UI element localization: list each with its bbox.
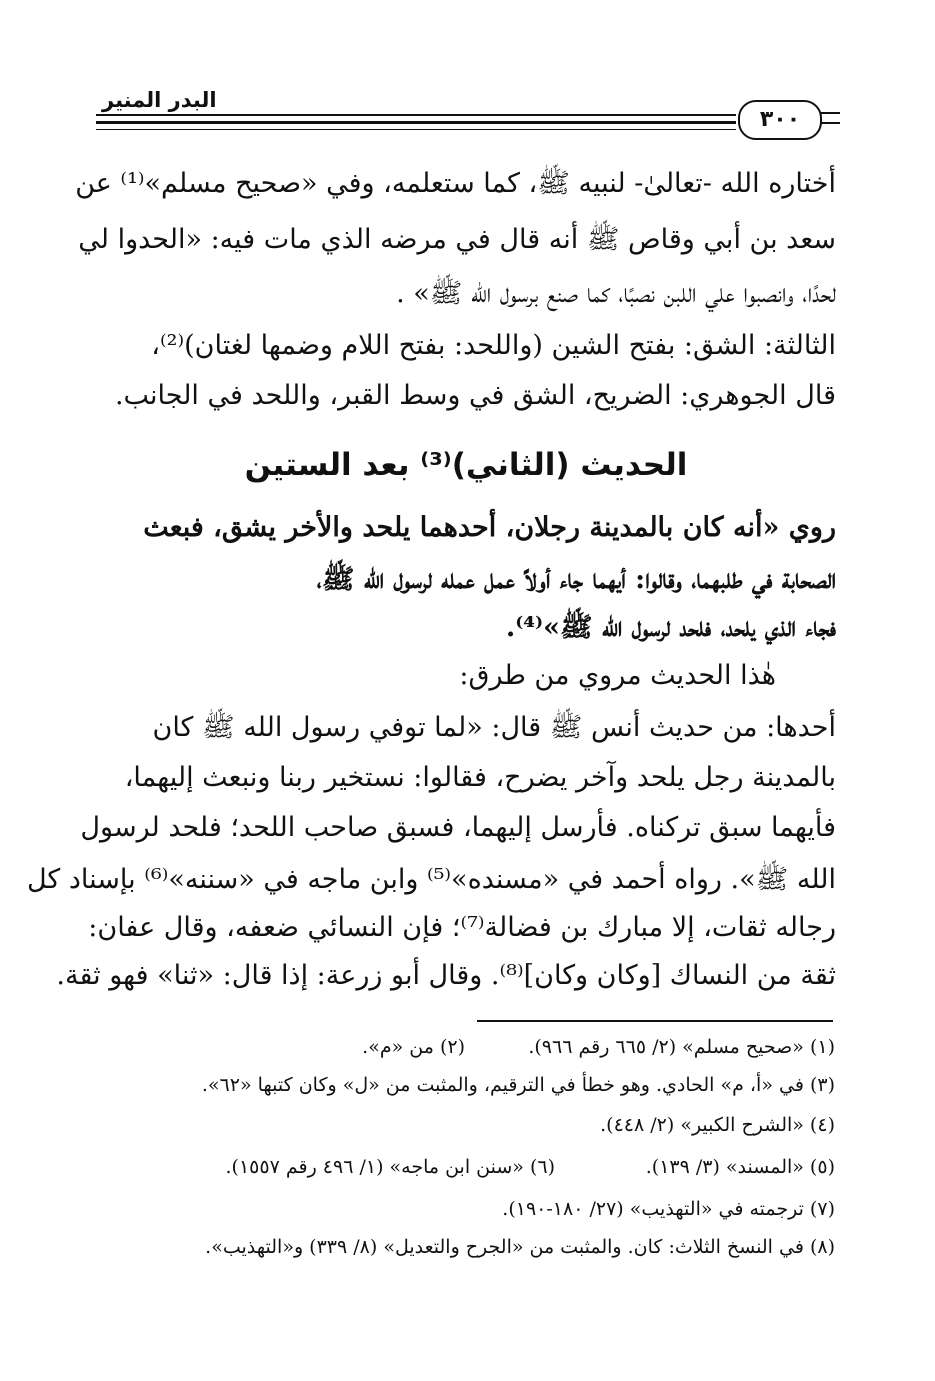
header-rule-thin <box>96 129 736 130</box>
body-line: الله ﷺ». رواه أحمد في «مسنده»⁽⁵⁾ وابن ماجه في «سننه»⁽⁶⁾ بإسناد كل <box>26 864 836 895</box>
body-line: قال الجوهري: الضريح، الشق في وسط القبر، واللحد في الجانب. <box>114 380 836 411</box>
body-line: رجاله ثقات، إلا مبارك بن فضالة⁽⁷⁾؛ فإن النسائي ضعفه، وقال عفان: <box>88 912 836 943</box>
header-rule <box>96 114 736 116</box>
footnote: (٨) في النسخ الثلاث: كان. والمثبت من «الجرح والتعديل» (٨/ ٣٣٩) و«التهذيب». <box>205 1236 835 1258</box>
body-line: ثقة من النساك [وكان وكان]⁽⁸⁾. وقال أبو زرعة: إذا قال: «ثنا» فهو ثقة. <box>56 960 836 991</box>
body-line: أحدها: من حديث أنس ﷺ قال: «لما توفي رسول الله ﷺ كان <box>152 712 836 743</box>
hadith-heading: الحديث (الثاني)⁽³⁾ بعد الستين <box>244 447 688 483</box>
body-line: الثالثة: الشق: بفتح الشين (واللحد: بفتح اللام وضمها لغتان)⁽²⁾، <box>151 330 836 361</box>
page-number: ٣٠٠ <box>738 100 822 140</box>
footnote: (٤) «الشرح الكبير» (٢/ ٤٤٨). <box>600 1114 835 1136</box>
header-rule-thick <box>96 121 736 124</box>
hadith-line: روي «أنه كان بالمدينة رجلان، أحدهما يلحد والأخر يشق، فبعث <box>143 512 836 543</box>
footnote: (١) «صحيح مسلم» (٢/ ٦٦٥ رقم ٩٦٦). <box>528 1036 835 1058</box>
book-title: البدر المنير <box>102 88 217 112</box>
body-line: فأيهما سبق تركناه. فأرسل إليهما، فسبق صاحب اللحد؛ فلحد لرسول <box>80 812 836 843</box>
body-line: سعد بن أبي وقاص ﷺ أنه قال في مرضه الذي مات فيه: «الحدوا لي <box>78 224 836 255</box>
footnote-separator <box>477 1020 833 1022</box>
body-line: لحدًا، وانصبوا علي اللبن نصبًا، كما صنع برسول الله ﷺ» . <box>396 278 836 309</box>
footnote: (٢) من «م». <box>362 1036 465 1058</box>
footnote: (٣) في «أ، م» الحادي. وهو خطأ في الترقيم، والمثبت من «ل» وكان كتبها «٦٢». <box>201 1074 835 1096</box>
body-line: أختاره الله -تعالىٰ- لنبيه ﷺ، كما ستعلمه، وفي «صحيح مسلم»⁽¹⁾ عن <box>75 168 836 199</box>
body-line: بالمدينة رجل يلحد وآخر يضرح، فقالوا: نستخير ربنا ونبعث إليهما، <box>124 762 836 793</box>
footnote: (٦) «سنن ابن ماجه» (١/ ٤٩٦ رقم ١٥٥٧). <box>225 1156 555 1178</box>
hadith-line: الصحابة في طلبهما، وقالوا: أيهما جاء أولاً عمل عمله لرسول الله ﷺ، <box>316 564 836 595</box>
footnote: (٧) ترجمته في «التهذيب» (٢٧/ ١٨٠-١٩٠). <box>502 1198 835 1220</box>
hadith-line: فجاء الذي يلحد، فلحد لرسول الله ﷺ»⁽⁴⁾. <box>505 612 836 643</box>
footnote: (٥) «المسند» (٣/ ١٣٩). <box>645 1156 835 1178</box>
body-line: هٰذا الحديث مروي من طرق: <box>459 660 776 691</box>
